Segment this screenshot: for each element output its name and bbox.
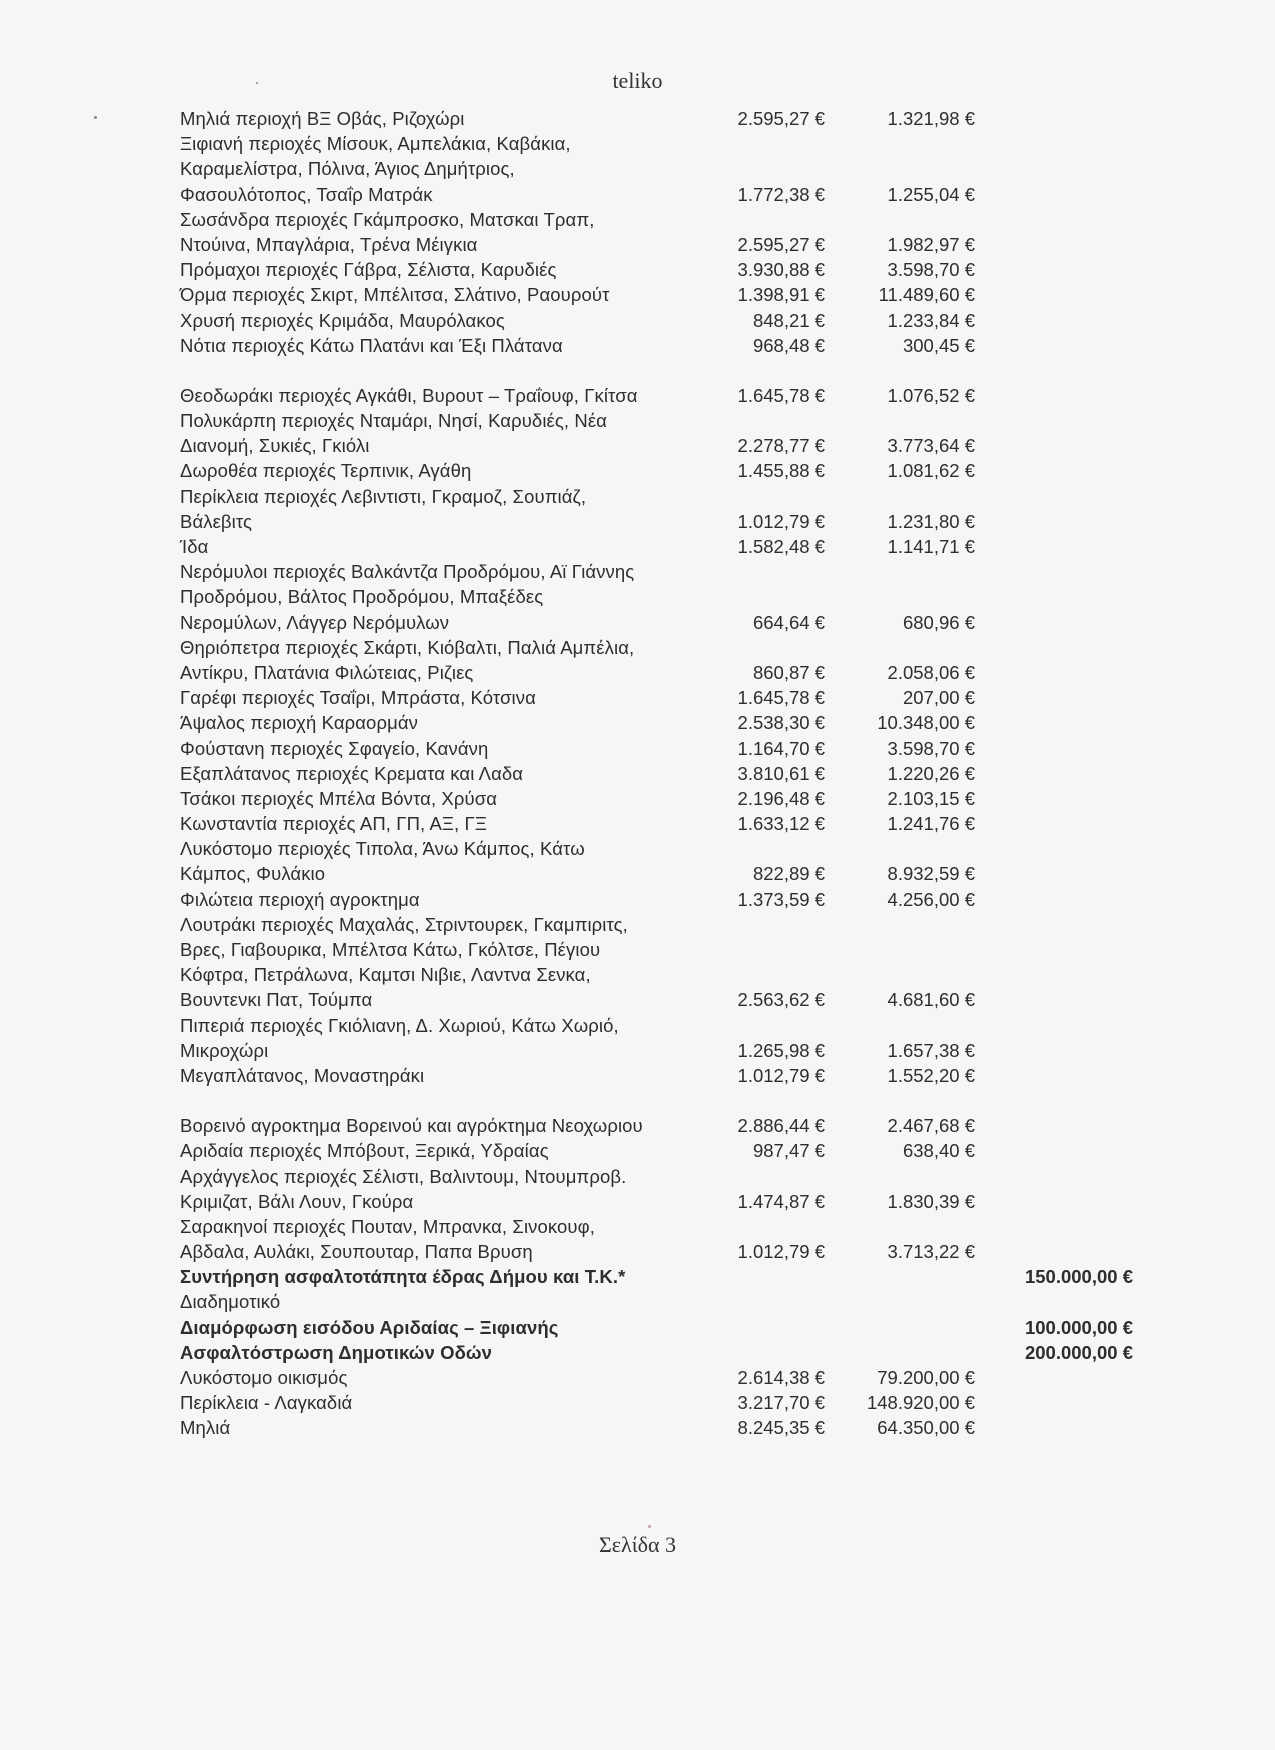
table-row xyxy=(0,1415,1275,1440)
area-description: Αντίκρυ, Πλατάνια Φιλώτειας, Ριζιες xyxy=(180,661,474,683)
area-description: Πρόμαχοι περιοχές Γάβρα, Σέλιστα, Καρυδιές xyxy=(180,259,557,281)
amount-column-1: 2.278,77 € xyxy=(737,435,825,457)
row-line xyxy=(0,232,1275,257)
amount-column-2: 300,45 € xyxy=(902,334,975,356)
row-line xyxy=(0,1138,1275,1163)
amount-column-2: 1.241,76 € xyxy=(887,813,975,835)
area-description: Ίδα xyxy=(180,536,209,557)
area-description: Άψαλος περιοχή Καραορμάν xyxy=(180,712,418,734)
area-description: Κριμιζατ, Βάλι Λουν, Γκούρα xyxy=(180,1190,414,1212)
table-row xyxy=(0,131,1275,207)
area-description: Διαμόρφωση εισόδου Αριδαίας – Ξιφιανής xyxy=(180,1316,559,1338)
section-spacer xyxy=(0,358,1275,383)
area-description: Θηριόπετρα περιοχές Σκάρτι, Κιόβαλτι, Παλιά Αμπέλια, xyxy=(180,636,635,658)
table-row xyxy=(0,1289,1275,1314)
row-line xyxy=(0,257,1275,282)
area-description: Νερόμυλοι περιοχές Βαλκάντζα Προδρόμου, Αϊ Γιάννης xyxy=(180,561,635,583)
total-amount: 100.000,00 € xyxy=(1024,1316,1133,1338)
page-footer: Σελίδα 3 xyxy=(598,1532,677,1557)
amount-column-2: 1.081,62 € xyxy=(887,460,975,482)
row-line xyxy=(0,685,1275,710)
amount-column-1: 1.012,79 € xyxy=(737,510,825,532)
area-description: Ασφαλτόστρωση Δημοτικών Οδών xyxy=(180,1341,493,1363)
row-line xyxy=(0,433,1275,458)
row-line xyxy=(0,559,1275,584)
area-description: Βρες, Γιαβουρικα, Μπέλτσα Κάτω, Γκόλτσε, Πέγιου xyxy=(180,939,601,960)
table-row xyxy=(0,257,1275,282)
row-line xyxy=(0,408,1275,433)
section-spacer xyxy=(0,1088,1275,1113)
amount-column-1: 2.595,27 € xyxy=(737,108,825,129)
table-row xyxy=(0,1390,1275,1415)
area-description: Κάμπος, Φυλάκιο xyxy=(180,863,326,885)
amount-column-1: 1.455,88 € xyxy=(737,460,825,482)
amount-column-1: 1.582,48 € xyxy=(737,536,825,557)
row-line xyxy=(0,912,1275,937)
table-row xyxy=(0,534,1275,559)
area-description: Σαρακηνοί περιοχές Πουταν, Μπρανκα, Σινοκουφ, xyxy=(180,1215,595,1237)
amount-column-1: 2.614,38 € xyxy=(737,1367,825,1388)
amount-column-1: 860,87 € xyxy=(752,661,825,683)
amount-column-2: 4.681,60 € xyxy=(887,989,975,1011)
amount-column-1: 1.474,87 € xyxy=(737,1190,825,1212)
row-line xyxy=(0,308,1275,333)
amount-column-1: 822,89 € xyxy=(752,863,825,885)
table-row xyxy=(0,1340,1275,1365)
amount-column-1: 1.645,78 € xyxy=(737,384,825,406)
amount-column-1: 1.398,91 € xyxy=(737,284,825,306)
table-row xyxy=(0,484,1275,534)
row-line xyxy=(0,484,1275,509)
amount-column-2: 2.467,68 € xyxy=(887,1115,975,1137)
row-line xyxy=(0,1013,1275,1038)
row-line xyxy=(0,282,1275,307)
row-line xyxy=(0,509,1275,534)
row-line xyxy=(0,1189,1275,1214)
area-description: Φιλώτεια περιοχή αγροκτημα xyxy=(180,888,420,910)
area-description: Σωσάνδρα περιοχές Γκάμπροσκο, Ματσκαι Τραπ, xyxy=(180,208,595,230)
table-row xyxy=(0,559,1275,635)
amount-column-2: 148.920,00 € xyxy=(866,1392,975,1414)
amount-column-2: 1.321,98 € xyxy=(887,108,975,129)
table-row xyxy=(0,408,1275,458)
area-description: Λυκόστομο περιοχές Τιπολα, Άνω Κάμπος, Κάτω xyxy=(180,838,585,860)
row-line xyxy=(0,937,1275,962)
table-row xyxy=(0,912,1275,1013)
row-line xyxy=(0,1264,1275,1289)
amount-column-2: 638,40 € xyxy=(902,1140,975,1162)
area-description: Νερομύλων, Λάγγερ Νερόμυλων xyxy=(180,611,450,633)
area-description: Συντήρηση ασφαλτοτάπητα έδρας Δήμου και Τ.Κ.* xyxy=(180,1266,626,1288)
area-description: Βουντενκι Πατ, Τούμπα xyxy=(180,989,373,1011)
area-description: Εξαπλάτανος περιοχές Κρεματα και Λαδα xyxy=(180,762,524,784)
amount-column-2: 10.348,00 € xyxy=(877,712,975,734)
table-row xyxy=(0,836,1275,886)
row-line xyxy=(0,1365,1275,1390)
area-description: Διανομή, Συκιές, Γκιόλι xyxy=(180,435,370,457)
row-line xyxy=(0,660,1275,685)
area-description: Λουτράκι περιοχές Μαχαλάς, Στριντουρεκ, Γκαμπιριτς, xyxy=(180,913,628,935)
row-line xyxy=(0,458,1275,483)
table-row xyxy=(0,282,1275,307)
table-row xyxy=(0,786,1275,811)
amount-column-1: 3.217,70 € xyxy=(737,1392,825,1414)
area-description: Προδρόμου, Βάλτος Προδρόμου, Μπαξέδες xyxy=(180,586,544,608)
amount-column-2: 2.103,15 € xyxy=(887,787,975,809)
row-line xyxy=(0,333,1275,358)
area-description: Αρχάγγελος περιοχές Σέλιστι, Βαλιντουμ, Ντουμπροβ. xyxy=(180,1165,627,1187)
amount-column-1: 1.373,59 € xyxy=(737,888,825,910)
row-line xyxy=(0,131,1275,156)
row-line xyxy=(0,811,1275,836)
total-amount: 200.000,00 € xyxy=(1024,1341,1133,1363)
row-line xyxy=(0,1214,1275,1239)
area-description: Όρμα περιοχές Σκιρτ, Μπέλιτσα, Σλάτινο, Ραουρούτ xyxy=(180,284,610,306)
table-row xyxy=(0,685,1275,710)
row-line xyxy=(0,1390,1275,1415)
amount-column-2: 8.932,59 € xyxy=(887,863,975,885)
area-description: Περίκλεια περιοχές Λεβιντιστι, Γκραμοζ, Σουπιάζ, xyxy=(180,485,587,507)
table-row xyxy=(0,383,1275,408)
amount-column-2: 79.200,00 € xyxy=(877,1367,975,1388)
amount-column-2: 11.489,60 € xyxy=(878,284,975,306)
table-row xyxy=(0,635,1275,685)
row-line xyxy=(0,534,1275,559)
area-description: Βάλεβιτς xyxy=(180,510,253,532)
amount-column-2: 1.220,26 € xyxy=(887,762,975,784)
amount-column-1: 2.595,27 € xyxy=(737,233,825,255)
area-description: Κωνσταντία περιοχές ΑΠ, ΓΠ, ΑΞ, ΓΞ xyxy=(180,813,487,835)
table-row xyxy=(0,1063,1275,1088)
amount-column-1: 968,48 € xyxy=(752,334,825,356)
amount-column-2: 3.713,22 € xyxy=(887,1241,975,1263)
area-description: Αριδαία περιοχές Μπόβουτ, Ξερικά, Υδραίας xyxy=(180,1140,549,1162)
row-line xyxy=(0,887,1275,912)
table-row xyxy=(0,207,1275,257)
area-description: Καραμελίστρα, Πόλινα, Άγιος Δημήτριος, xyxy=(180,158,515,180)
table-row xyxy=(0,458,1275,483)
amount-column-1: 1.164,70 € xyxy=(737,737,825,759)
table-row xyxy=(0,1365,1275,1390)
area-description: Μεγαπλάτανος, Μοναστηράκι xyxy=(180,1064,425,1086)
area-description: Αβδαλα, Αυλάκι, Σουπουταρ, Παπα Βρυση xyxy=(180,1241,533,1263)
area-description: Νότια περιοχές Κάτω Πλατάνι και Έξι Πλάτανα xyxy=(180,334,563,356)
area-description: Φασουλότοπος, Τσαΐρ Ματράκ xyxy=(180,183,433,205)
amount-column-1: 2.196,48 € xyxy=(737,787,825,809)
page-header: teliko xyxy=(612,68,663,93)
amount-column-1: 1.265,98 € xyxy=(737,1039,825,1061)
amount-column-2: 1.076,52 € xyxy=(887,384,975,406)
amount-column-1: 3.810,61 € xyxy=(737,762,825,784)
area-description: Πολυκάρπη περιοχές Νταμάρι, Νησί, Καρυδιές, Νέα xyxy=(180,410,607,432)
row-line xyxy=(0,987,1275,1012)
row-line xyxy=(0,861,1275,886)
row-line xyxy=(0,1063,1275,1088)
amount-column-1: 848,21 € xyxy=(752,309,825,331)
row-line xyxy=(0,786,1275,811)
area-description: Περίκλεια - Λαγκαδιά xyxy=(180,1392,353,1414)
table-row xyxy=(0,887,1275,912)
area-description: Μηλιά περιοχή ΒΞ Οβάς, Ριζοχώρι xyxy=(180,108,465,129)
area-description: Ξιφιανή περιοχές Μίσουκ, Αμπελάκια, Καβάκια, xyxy=(180,133,571,155)
amount-column-2: 3.773,64 € xyxy=(887,435,975,457)
row-line xyxy=(0,156,1275,181)
table-row xyxy=(0,761,1275,786)
table-row xyxy=(0,1264,1275,1289)
row-line xyxy=(0,1113,1275,1138)
row-line xyxy=(0,736,1275,761)
row-line xyxy=(0,1289,1275,1314)
table-row xyxy=(0,811,1275,836)
row-line xyxy=(0,962,1275,987)
row-line xyxy=(0,710,1275,735)
amount-column-1: 664,64 € xyxy=(752,611,825,633)
table-row xyxy=(0,736,1275,761)
area-description: Φούστανη περιοχές Σφαγείο, Κανάνη xyxy=(180,737,489,759)
area-description: Διαδημοτικό xyxy=(180,1291,281,1313)
amount-column-2: 3.598,70 € xyxy=(887,737,975,759)
area-description: Πιπεριά περιοχές Γκιόλιανη, Δ. Χωριού, Κάτω Χωριό, xyxy=(180,1014,619,1036)
row-line xyxy=(0,836,1275,861)
amount-column-2: 3.598,70 € xyxy=(887,259,975,281)
amount-column-1: 1.012,79 € xyxy=(737,1241,825,1263)
row-line xyxy=(0,761,1275,786)
amount-column-2: 1.141,71 € xyxy=(887,536,975,557)
area-description: Χρυσή περιοχές Κριμάδα, Μαυρόλακος xyxy=(180,309,505,331)
area-description: Λυκόστομο οικισμός xyxy=(180,1367,348,1388)
row-line xyxy=(0,1340,1275,1365)
amount-column-1: 2.886,44 € xyxy=(737,1115,825,1137)
table-row xyxy=(0,1013,1275,1063)
amount-column-2: 1.255,04 € xyxy=(887,183,975,205)
table-row xyxy=(0,106,1275,131)
area-description: Μικροχώρι xyxy=(180,1039,269,1061)
area-description: Ντούινα, Μπαγλάρια, Τρένα Μέιγκια xyxy=(180,233,478,255)
area-description: Δωροθέα περιοχές Τερπινικ, Αγάθη xyxy=(180,460,472,482)
amount-column-1: 3.930,88 € xyxy=(737,259,825,281)
row-line xyxy=(0,383,1275,408)
row-line xyxy=(0,1315,1275,1340)
row-line xyxy=(0,207,1275,232)
row-line xyxy=(0,584,1275,609)
area-description: Τσάκοι περιοχές Μπέλα Βόντα, Χρύσα xyxy=(180,787,498,809)
scan-speck xyxy=(648,1525,651,1528)
table-row xyxy=(0,710,1275,735)
table-row xyxy=(0,1113,1275,1138)
area-description: Γαρέφι περιοχές Τσαΐρι, Μπράστα, Κότσινα xyxy=(180,687,536,709)
area-description: Θεοδωράκι περιοχές Αγκάθι, Βυρουτ – Τραΐουφ, Γκίτσα xyxy=(180,384,638,406)
amount-column-2: 1.657,38 € xyxy=(887,1039,975,1061)
row-line xyxy=(0,1038,1275,1063)
amount-column-1: 8.245,35 € xyxy=(737,1417,825,1439)
table-row xyxy=(0,1138,1275,1163)
area-description: Μηλιά xyxy=(180,1417,231,1439)
amount-column-2: 207,00 € xyxy=(902,687,975,709)
amount-column-2: 1.982,97 € xyxy=(887,233,975,255)
row-line xyxy=(0,106,1275,131)
row-line xyxy=(0,1164,1275,1189)
row-line xyxy=(0,610,1275,635)
table-row xyxy=(0,1164,1275,1214)
total-amount: 150.000,00 € xyxy=(1024,1266,1133,1288)
budget-table xyxy=(0,106,1275,1441)
amount-column-1: 2.563,62 € xyxy=(737,989,825,1011)
amount-column-2: 2.058,06 € xyxy=(887,661,975,683)
amount-column-1: 1.645,78 € xyxy=(737,687,825,709)
area-description: Κόφτρα, Πετράλωνα, Καμτσι Νιβιε, Λαντνα Σενκα, xyxy=(180,964,591,986)
amount-column-1: 2.538,30 € xyxy=(737,712,825,734)
amount-column-1: 1.772,38 € xyxy=(737,183,825,205)
row-line xyxy=(0,1239,1275,1264)
table-row xyxy=(0,1315,1275,1340)
table-row xyxy=(0,1214,1275,1264)
amount-column-2: 680,96 € xyxy=(902,611,975,633)
area-description: Βορεινό αγροκτημα Βορεινού και αγρόκτημα Νεοχωριου xyxy=(180,1115,643,1137)
amount-column-1: 987,47 € xyxy=(752,1140,825,1162)
amount-column-2: 64.350,00 € xyxy=(877,1417,975,1439)
amount-column-2: 1.231,80 € xyxy=(887,510,975,532)
table-row xyxy=(0,333,1275,358)
row-line xyxy=(0,182,1275,207)
amount-column-2: 1.233,84 € xyxy=(887,309,975,331)
row-line xyxy=(0,635,1275,660)
amount-column-1: 1.633,12 € xyxy=(737,813,825,835)
amount-column-2: 4.256,00 € xyxy=(887,888,975,910)
table-row xyxy=(0,308,1275,333)
amount-column-2: 1.552,20 € xyxy=(887,1064,975,1086)
amount-column-2: 1.830,39 € xyxy=(887,1190,975,1212)
amount-column-1: 1.012,79 € xyxy=(737,1064,825,1086)
row-line xyxy=(0,1415,1275,1440)
